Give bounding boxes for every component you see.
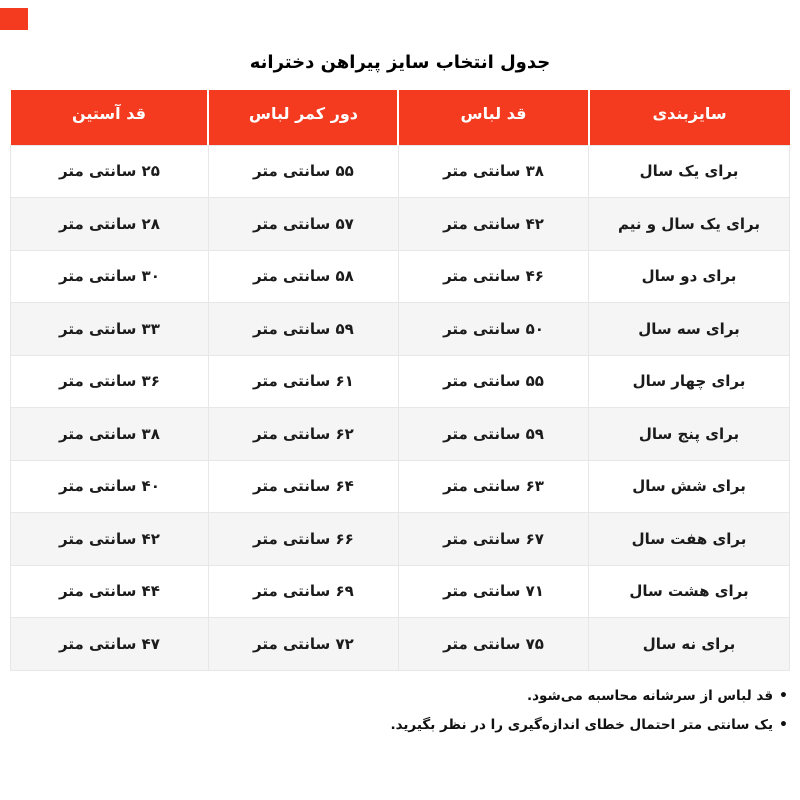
cell-dress-length: ۵۵ سانتی متر (398, 355, 588, 408)
cell-sizing: برای هشت سال (589, 565, 790, 618)
table-row (11, 303, 790, 356)
table-row (11, 198, 790, 251)
table-row (11, 408, 790, 461)
cell-sleeve: ۴۷ سانتی متر (11, 618, 209, 671)
size-chart-table (10, 90, 790, 671)
cell-sleeve: ۲۸ سانتی متر (11, 198, 209, 251)
cell-dress-length: ۷۱ سانتی متر (398, 565, 588, 618)
column-header-dress-length: قد لباس (398, 90, 588, 145)
page-title: جدول انتخاب سایز پیراهن دخترانه (249, 52, 551, 73)
cell-sleeve: ۴۴ سانتی متر (11, 565, 209, 618)
table-row (11, 618, 790, 671)
cell-waist: ۶۶ سانتی متر (208, 513, 398, 566)
footnote-line (12, 711, 788, 740)
cell-waist: ۵۷ سانتی متر (208, 198, 398, 251)
cell-sizing: برای یک سال و نیم (589, 198, 790, 251)
cell-waist: ۶۴ سانتی متر (208, 460, 398, 513)
cell-sleeve: ۴۰ سانتی متر (11, 460, 209, 513)
cell-dress-length: ۶۳ سانتی متر (398, 460, 588, 513)
footnotes (12, 682, 788, 739)
cell-dress-length: ۶۷ سانتی متر (398, 513, 588, 566)
cell-sleeve: ۳۳ سانتی متر (11, 303, 209, 356)
column-header-waist: دور کمر لباس (208, 90, 398, 145)
footnote-line (12, 682, 788, 711)
cell-sizing: برای نه سال (589, 618, 790, 671)
cell-sizing: برای دو سال (589, 250, 790, 303)
bullet-icon: • (779, 688, 788, 704)
cell-sleeve: ۳۸ سانتی متر (11, 408, 209, 461)
column-header-sizing: سایزبندی (589, 90, 790, 145)
table-row (11, 565, 790, 618)
cell-waist: ۷۲ سانتی متر (208, 618, 398, 671)
bullet-icon: • (779, 716, 788, 733)
cell-dress-length: ۴۲ سانتی متر (398, 198, 588, 251)
cell-dress-length: ۳۸ سانتی متر (398, 145, 588, 198)
cell-sizing: برای هفت سال (589, 513, 790, 566)
cell-waist: ۵۵ سانتی متر (208, 145, 398, 198)
size-table-header (11, 90, 790, 145)
column-header-sleeve: قد آستین (11, 90, 209, 145)
cell-sizing: برای سه سال (589, 303, 790, 356)
cell-dress-length: ۴۶ سانتی متر (398, 250, 588, 303)
footnote-text: قد لباس از سرشانه محاسبه می‌شود. (527, 688, 774, 704)
cell-sizing: برای چهار سال (589, 355, 790, 408)
cell-dress-length: ۵۹ سانتی متر (398, 408, 588, 461)
header-row (11, 90, 790, 145)
cell-dress-length: ۵۰ سانتی متر (398, 303, 588, 356)
cell-waist: ۵۸ سانتی متر (208, 250, 398, 303)
cell-dress-length: ۷۵ سانتی متر (398, 618, 588, 671)
cell-sizing: برای پنج سال (589, 408, 790, 461)
corner-mark (0, 8, 28, 30)
cell-sizing: برای شش سال (589, 460, 790, 513)
cell-waist: ۵۹ سانتی متر (208, 303, 398, 356)
cell-sleeve: ۳۰ سانتی متر (11, 250, 209, 303)
cell-waist: ۶۹ سانتی متر (208, 565, 398, 618)
footnote-text: یک سانتی متر احتمال خطای اندازه‌گیری را در نظر بگیرید. (390, 716, 774, 733)
size-table-body (11, 145, 790, 670)
table-row (11, 355, 790, 408)
cell-waist: ۶۲ سانتی متر (208, 408, 398, 461)
table-row (11, 460, 790, 513)
table-row (11, 513, 790, 566)
table-row (11, 145, 790, 198)
table-row (11, 250, 790, 303)
cell-waist: ۶۱ سانتی متر (208, 355, 398, 408)
cell-sizing: برای یک سال (589, 145, 790, 198)
cell-sleeve: ۳۶ سانتی متر (11, 355, 209, 408)
cell-sleeve: ۴۲ سانتی متر (11, 513, 209, 566)
cell-sleeve: ۲۵ سانتی متر (11, 145, 209, 198)
